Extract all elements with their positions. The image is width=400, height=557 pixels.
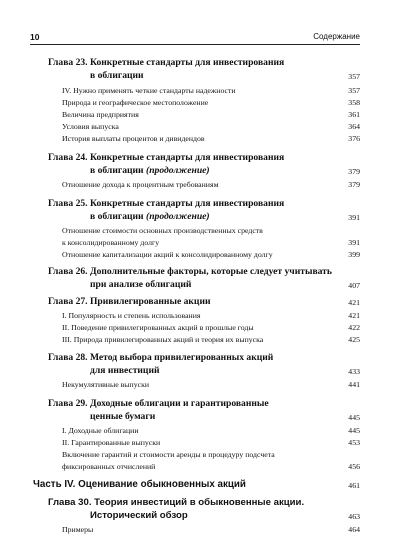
toc-entry-page: 376 <box>348 134 360 143</box>
toc-entry: IV. Нужно применять четкие стандарты надежности <box>62 86 236 95</box>
toc-entry: III. Природа привилегированных акций и теория их выпуска <box>62 335 264 344</box>
toc-entry-page: 422 <box>348 323 360 332</box>
chapter-24-title-cont: в облигации (продолжение) <box>90 165 210 176</box>
chapter-28-page: 433 <box>348 367 360 376</box>
chapter-26-page: 407 <box>348 281 360 290</box>
chapter-26-title-cont: при анализе облигаций <box>90 279 192 290</box>
toc-entry: II. Гарантированные выпуски <box>62 438 161 447</box>
toc-entry-page: 453 <box>348 438 360 447</box>
toc-entry-page: 425 <box>348 335 360 344</box>
toc-entry-page: 445 <box>348 426 360 435</box>
toc-entry: Природа и географическое местоположение <box>62 98 209 107</box>
chapter-28-title: Глава 28. Метод выбора привилегированных акций <box>48 352 274 363</box>
chapter-25-page: 391 <box>348 213 360 222</box>
chapter-28-title-cont: для инвестиций <box>90 365 160 376</box>
chapter-24-page: 379 <box>348 167 360 176</box>
toc-entry-page: 391 <box>348 238 360 247</box>
header-rule <box>30 44 360 45</box>
toc-entry-cont: фиксированных отчислений <box>62 462 156 471</box>
part-4-page: 461 <box>348 481 360 490</box>
toc-entry-page: 441 <box>348 380 360 389</box>
toc-entry-page: 361 <box>348 110 360 119</box>
running-header <box>30 32 360 46</box>
toc-entry: II. Поведение привилегированных акций в прошлые годы <box>62 323 254 332</box>
chapter-25-title-cont: в облигации (продолжение) <box>90 211 210 222</box>
toc-entry: Примеры <box>62 525 94 534</box>
toc-entry: Отношение стоимости основных производственных средств <box>62 226 263 235</box>
chapter-29-page: 445 <box>348 413 360 422</box>
toc-entry-page: 421 <box>348 311 360 320</box>
chapter-29-title-cont: ценные бумаги <box>90 411 156 422</box>
toc-entry: История выплаты процентов и дивидендов <box>62 134 205 143</box>
toc-entry: Отношение дохода к процентным требованиям <box>62 180 219 189</box>
toc-entry-page: 464 <box>348 525 360 534</box>
toc-entry: I. Доходные облигации <box>62 426 139 435</box>
chapter-23-title-cont: в облигации <box>90 70 144 81</box>
part-4-title: Часть IV. Оценивание обыкновенных акций <box>33 479 246 490</box>
chapter-24-title: Глава 24. Конкретные стандарты для инвестирования <box>48 152 285 163</box>
toc-entry: Величина предприятия <box>62 110 139 119</box>
toc-entry: Отношение капитализации акций к консолидированному долгу <box>62 250 273 259</box>
chapter-23-title: Глава 23. Конкретные стандарты для инвестирования <box>48 57 285 68</box>
toc-entry: Включение гарантий и стоимости аренды в процедуру подсчета <box>62 450 275 459</box>
chapter-23-page: 357 <box>348 72 360 81</box>
chapter-27-page: 421 <box>348 298 360 307</box>
toc-entry-page: 358 <box>348 98 360 107</box>
toc-entry-cont: к консолидированному долгу <box>62 238 160 247</box>
continued-label: (продолжение) <box>146 165 210 176</box>
continued-label: (продолжение) <box>146 211 210 222</box>
toc-entry: Некумулятивные выпуски <box>62 380 150 389</box>
chapter-29-title: Глава 29. Доходные облигации и гарантированные <box>48 398 269 409</box>
toc-entry-page: 456 <box>348 462 360 471</box>
chapter-30-title-cont: Исторический обзор <box>90 510 188 521</box>
chapter-26-title: Глава 26. Дополнительные факторы, которые следует учитывать <box>48 266 332 277</box>
chapter-25-title: Глава 25. Конкретные стандарты для инвестирования <box>48 198 285 209</box>
section-title: Содержание <box>313 32 360 41</box>
toc-entry-page: 364 <box>348 122 360 131</box>
chapter-30-page: 463 <box>348 512 360 521</box>
toc-entry: Условия выпуска <box>62 122 119 131</box>
toc-entry: I. Популярность и степень использования <box>62 311 201 320</box>
page-number: 10 <box>30 32 40 42</box>
toc-entry-page: 399 <box>348 250 360 259</box>
toc-entry-page: 379 <box>348 180 360 189</box>
chapter-27-title: Глава 27. Привилегированные акции <box>48 296 211 307</box>
chapter-30-title: Глава 30. Теория инвестиций в обыкновенные акции. <box>48 497 305 508</box>
toc-entry-page: 357 <box>348 86 360 95</box>
